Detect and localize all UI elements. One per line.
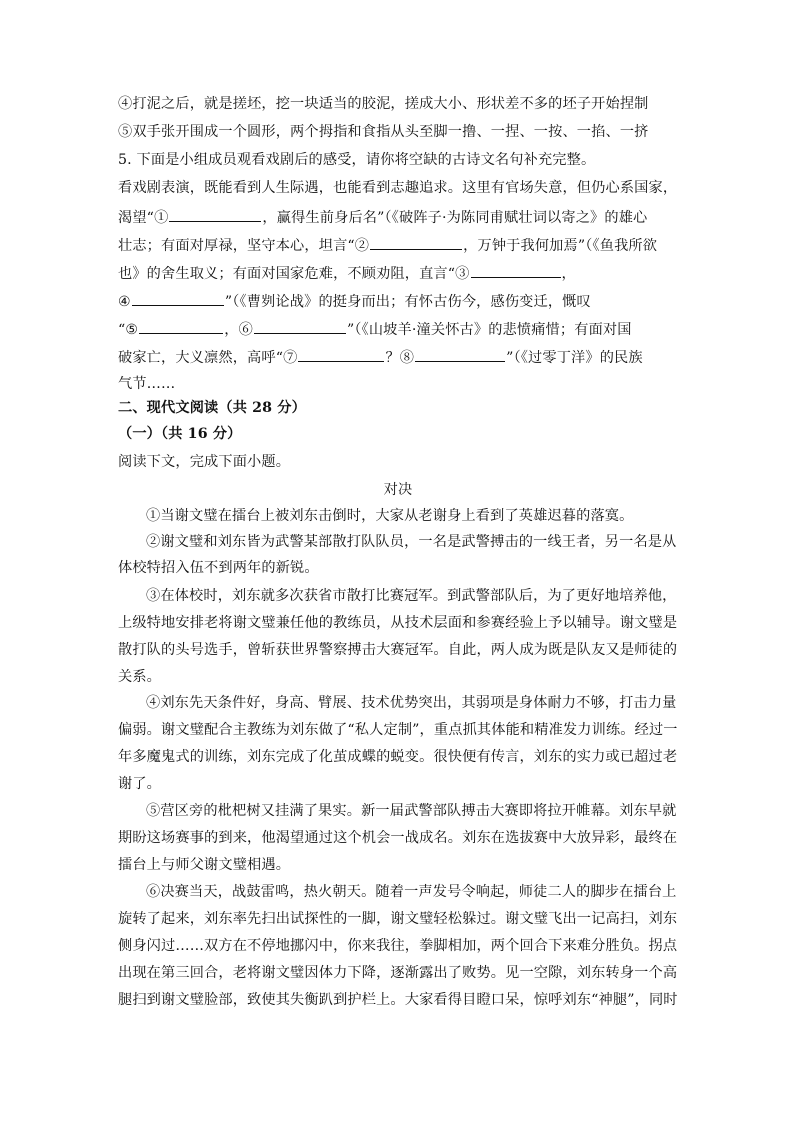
q5-line-7-c: ”（《过零丁洋》的民族 (506, 350, 643, 366)
article-paragraph-6-line-2: 旋转了起来，刘东率先扫出试探性的一脚，谢文璧轻松躲过。谢文璧飞出一记高扫，刘东 (118, 911, 678, 927)
q5-line-4-b: ， (561, 266, 576, 282)
article-paragraph-4-line-3: 年多魔鬼式的训练，刘东完成了化茧成蝶的蜕变。很快便有传言，刘东的实力或已超过老 (118, 749, 678, 765)
article-paragraph-3-line-3: 散打队的头号选手，曾斩获世界警察搏击大赛冠军。自此，两人成为既是队友又是师徒的 (118, 642, 678, 658)
answer-blank-7[interactable] (298, 346, 384, 362)
question-5-stem: 5. 下面是小组成员观看戏剧后的感受，请你将空缺的古诗文名句补充完整。 (118, 152, 596, 168)
q5-line-1: 看戏剧表演，既能看到人生际遇，也能看到志趣追求。这里有官场失意，但仍心系国家， (118, 180, 678, 196)
reading-instruction: 阅读下文，完成下面小题。 (118, 454, 291, 470)
answer-blank-8[interactable] (415, 346, 505, 362)
step-4-text: ④打泥之后，就是搓坯，挖一块适当的胶泥，搓成大小、形状差不多的坯子开始捏制 (118, 96, 649, 112)
q5-line-8: 气节…… (118, 376, 176, 392)
q5-line-7-a: 破家亡，大义凛然，高呼“⑦ (118, 350, 298, 366)
article-paragraph-4-line-2: 偏弱。谢文璧配合主教练为刘东做了“私人定制”，重点抓其体能和精准发力训练。经过一 (118, 722, 678, 738)
q5-line-6-c: ”（《山坡羊·潼关怀古》的悲愤痛惜；有面对国 (346, 322, 632, 338)
article-paragraph-5-line-3: 擂台上与师父谢文璧相遇。 (118, 857, 291, 873)
q5-line-6 (118, 318, 678, 340)
answer-blank-3[interactable] (471, 262, 561, 278)
answer-blank-1[interactable] (169, 206, 261, 222)
q5-line-5-a: ④ (118, 294, 131, 310)
article-paragraph-1: ①当谢文璧在擂台上被刘东击倒时，大家从老谢身上看到了英雄迟暮的落寞。 (146, 508, 634, 524)
q5-line-3-a: 壮志；有面对厚禄，坚守本心，坦言“② (118, 238, 370, 254)
article-paragraph-6-line-4: 出现在第三回合，老将谢文璧因体力下降，逐渐露出了败势。见一空隙，刘东转身一个高 (118, 965, 678, 981)
q5-line-6-b: ，⑥ (224, 322, 253, 338)
q5-line-6-a: “⑤ (118, 322, 139, 338)
answer-blank-2[interactable] (370, 234, 462, 250)
article-paragraph-3-line-4: 关系。 (118, 669, 162, 685)
article-paragraph-3-line-2: 上级特地安排老将谢文璧兼任他的教练员，从技术层面和参赛经验上予以辅导。谢文璧是 (118, 615, 678, 631)
article-paragraph-5-line-1: ⑤营区旁的枇杷树又挂满了果实。新一届武警部队搏击大赛即将拉开帷幕。刘东早就 (146, 803, 677, 819)
q5-line-4 (118, 262, 678, 284)
article-paragraph-6-line-1: ⑥决赛当天，战鼓雷鸣，热火朝天。随着一声发号令响起，师徒二人的脚步在擂台上 (146, 884, 677, 900)
q5-line-3 (118, 234, 678, 256)
article-title: 对决 (383, 482, 413, 498)
article-paragraph-4-line-4: 谢了。 (118, 776, 162, 792)
q5-line-7 (118, 346, 678, 368)
step-5-text: ⑤双手张开围成一个圆形，两个拇指和食指从头至脚一撸、一捏、一按、一掐、一挤 (118, 124, 649, 140)
q5-line-3-b: ，万钟于我何加焉”（《鱼我所欲 (463, 238, 658, 254)
article-paragraph-4-line-1: ④刘东先天条件好，身高、臂展、技术优势突出，其弱项是身体耐力不够，打击力量 (146, 695, 677, 711)
answer-blank-4[interactable] (132, 290, 224, 306)
q5-line-5 (118, 290, 678, 312)
article-paragraph-6-line-3: 侧身闪过……双方在不停地挪闪中，你来我往，拳脚相加，两个回合下来难分胜负。拐点 (118, 938, 678, 954)
article-paragraph-5-line-2: 期盼这场赛事的到来，他渴望通过这个机会一战成名。刘东在选拔赛中大放异彩，最终在 (118, 830, 678, 846)
section-2-title: 二、现代文阅读（共 28 分） (118, 400, 306, 416)
answer-blank-5[interactable] (139, 318, 223, 334)
article-paragraph-2-line-2: 体校特招入伍不到两年的新锐。 (118, 560, 319, 576)
q5-line-4-a: 也》的舍生取义；有面对国家危难，不顾劝阻，直言“③ (118, 266, 470, 282)
article-paragraph-6-line-5: 腿扫到谢文璧脸部，致使其失衡趴到护栏上。大家看得目瞪口呆，惊呼刘东“神腿”，同时 (118, 992, 678, 1008)
q5-line-7-b: ？⑧ (385, 350, 415, 366)
article-paragraph-2-line-1: ②谢文璧和刘东皆为武警某部散打队队员，一名是武警搏击的一线王者，另一名是从 (146, 534, 677, 550)
section-2-subtitle: （一）（共 16 分） (118, 426, 242, 442)
q5-line-5-b: ”（《曹刿论战》的挺身而出；有怀古伤今，感伤变迁，慨叹 (224, 294, 591, 310)
q5-line-2-a: 渴望“① (118, 210, 169, 226)
q5-line-2-b: ，赢得生前身后名”（《破阵子·为陈同甫赋壮词以寄之》的雄心 (262, 210, 648, 226)
article-paragraph-3-line-1: ③在体校时，刘东就多次获省市散打比赛冠军。到武警部队后，为了更好地培养他， (146, 588, 677, 604)
answer-blank-6[interactable] (254, 318, 346, 334)
q5-line-2 (118, 206, 678, 228)
